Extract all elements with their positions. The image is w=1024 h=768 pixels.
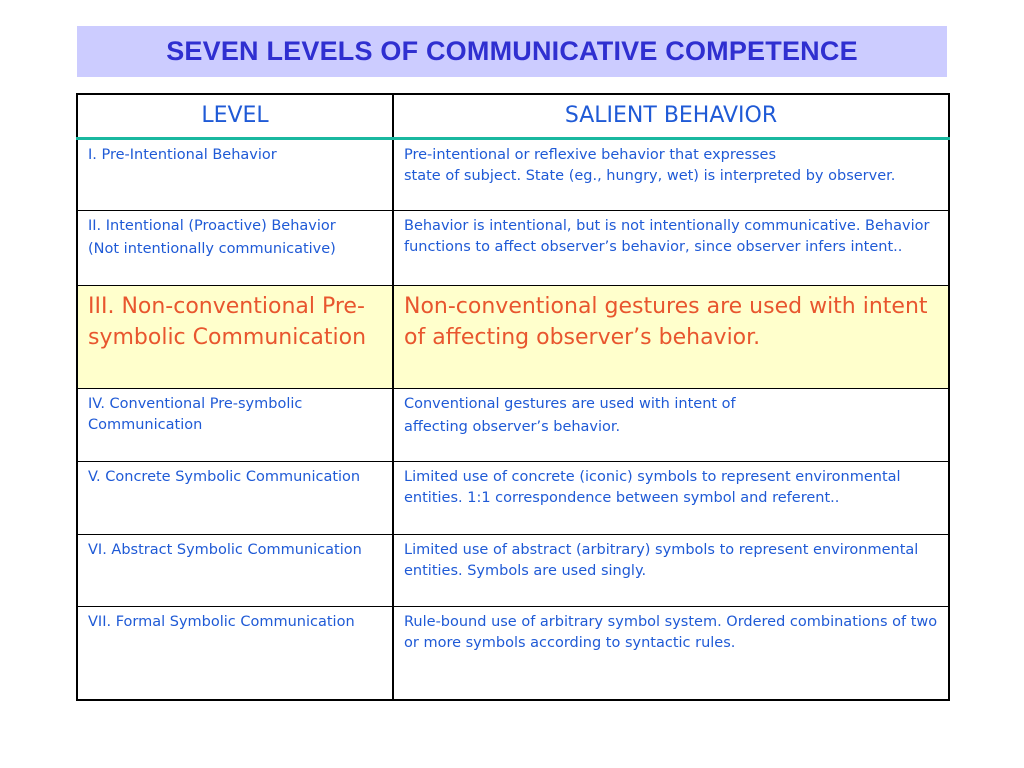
behavior-cell: [393, 462, 949, 535]
behavior-text: Non-conventional gestures are used with intent of affecting observer’s behavior.: [404, 294, 928, 350]
behavior-text: Behavior is intentional, but is not intentionally communicative. Behavior functions to affect observer’s behavior, since observer infers intent..: [404, 218, 930, 255]
table-row: [77, 462, 949, 535]
level-name: VI. Abstract Symbolic Communication: [88, 542, 362, 558]
level-cell: [77, 462, 393, 535]
table-row: [77, 211, 949, 286]
behavior-text: Limited use of concrete (iconic) symbols to represent environmental entities. 1:1 correspondence between symbol and referent..: [404, 469, 901, 506]
behavior-cell: [393, 211, 949, 286]
level-name: V. Concrete Symbolic Communication: [88, 469, 361, 485]
level-name: III. Non-conventional Pre-symbolic Communication: [88, 294, 367, 350]
table-header-row: [77, 94, 949, 139]
behavior-cell: [393, 535, 949, 607]
level-name: II. Intentional (Proactive) Behavior: [88, 218, 336, 234]
level-cell: [77, 139, 393, 211]
behavior-text: Rule-bound use of arbitrary symbol system. Ordered combinations of two or more symbols according to syntactic rules.: [404, 614, 938, 651]
page-title: SEVEN LEVELS OF COMMUNICATIVE COMPETENCE: [166, 36, 858, 66]
level-name: VII. Formal Symbolic Communication: [88, 614, 355, 630]
levels-table: [76, 93, 950, 701]
level-cell: [77, 607, 393, 701]
behavior-text: Conventional gestures are used with intent of: [404, 396, 736, 412]
behavior-cell: [393, 286, 949, 389]
level-cell: [77, 535, 393, 607]
table-row: [77, 139, 949, 211]
table-row: [77, 535, 949, 607]
behavior-text: Pre-intentional or reflexive behavior that expresses: [404, 147, 777, 163]
behavior-text-continued: state of subject. State (eg., hungry, wet) is interpreted by observer.: [404, 167, 896, 184]
level-note: (Not intentionally communicative): [88, 240, 336, 257]
behavior-text: Limited use of abstract (arbitrary) symbols to represent environmental entities. Symbols are used singly.: [404, 542, 919, 579]
behavior-cell: [393, 389, 949, 462]
level-cell: [77, 286, 393, 389]
level-name: I. Pre-Intentional Behavior: [88, 147, 277, 163]
behavior-cell: [393, 607, 949, 701]
level-cell: [77, 389, 393, 462]
behavior-text-continued: affecting observer’s behavior.: [404, 418, 621, 435]
level-cell: [77, 211, 393, 286]
behavior-cell: [393, 139, 949, 211]
table-row-highlighted: [77, 286, 949, 389]
table-row: [77, 607, 949, 701]
column-header-level: LEVEL: [77, 94, 393, 139]
table-row: [77, 389, 949, 462]
column-header-salient-behavior: SALIENT BEHAVIOR: [393, 94, 949, 139]
title-banner: [77, 26, 947, 77]
level-name: IV. Conventional Pre-symbolic Communication: [88, 396, 303, 433]
